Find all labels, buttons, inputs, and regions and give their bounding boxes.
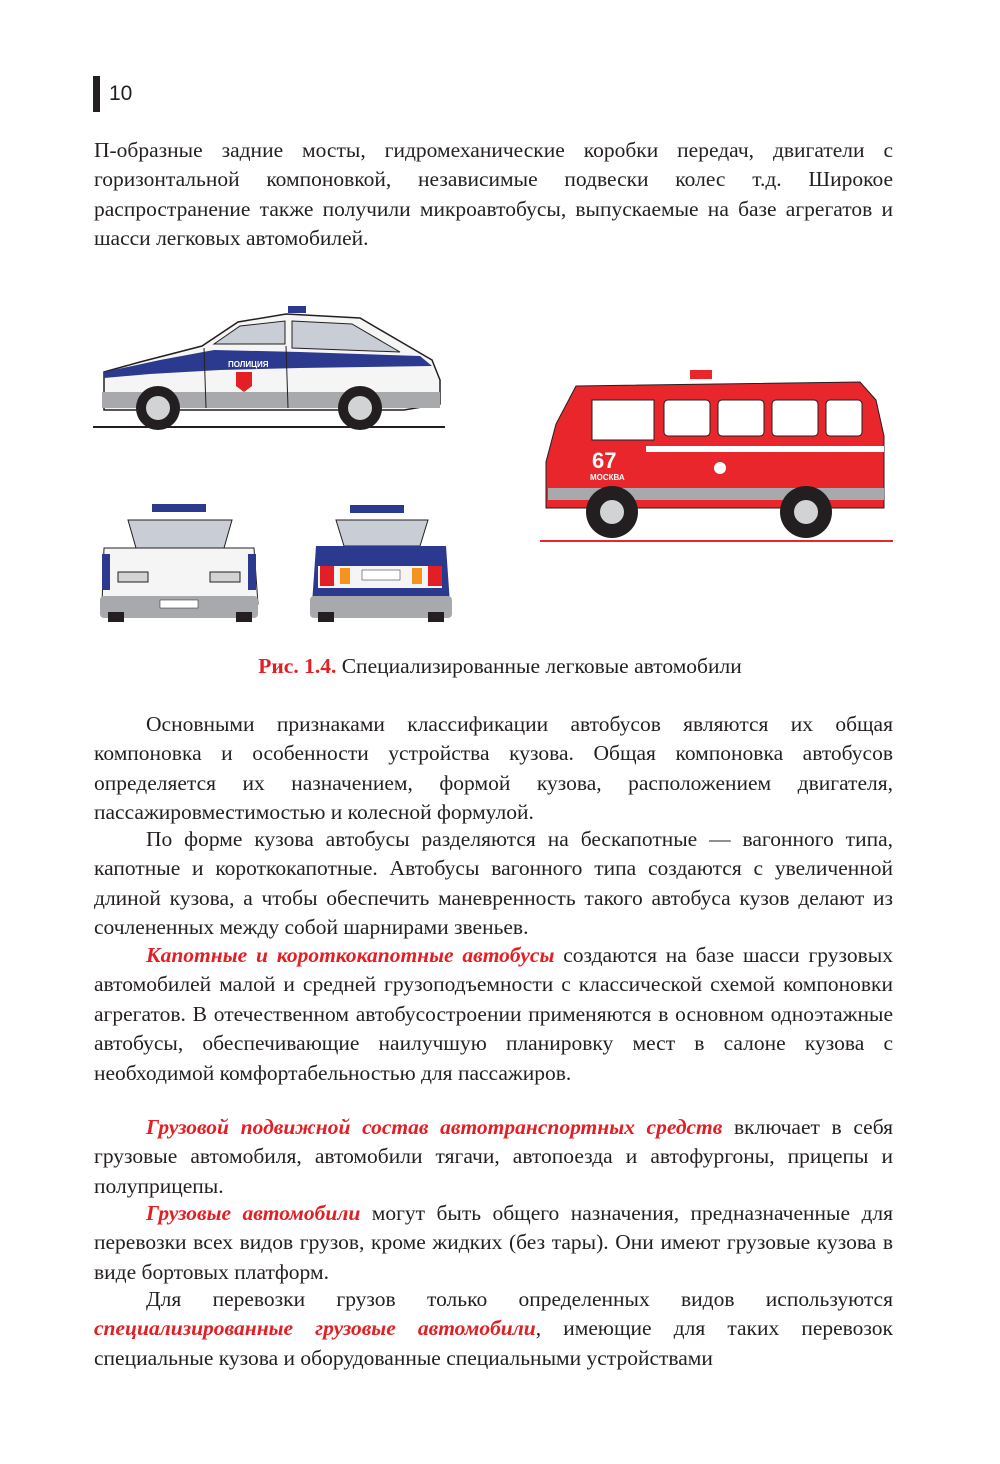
fire-van-number: 67 [592, 448, 617, 473]
figure-caption-text: Специализированные легковые автомобили [336, 654, 742, 678]
paragraph-6-start: Для перевозки грузов только определенных видов используются [146, 1287, 893, 1311]
page-number: 10 [109, 82, 133, 105]
paragraph-5 [94, 1199, 893, 1287]
police-car-side [93, 306, 445, 430]
paragraph-6 [94, 1285, 893, 1373]
paragraph-4-text: включает в себя грузовые автомобиля, автомобили тягачи, автопоезда и автофургоны, прицепы и полуприцепы. [94, 1115, 894, 1198]
figure-caption-label: Рис. 1.4. [258, 654, 337, 678]
police-car-front [100, 504, 258, 622]
term-bonneted-buses: Капотные и короткокапотные автобусы [146, 943, 555, 967]
term-specialized-trucks: специализированные грузовые автомобили [94, 1316, 536, 1341]
term-freight-rolling-stock: Грузовой подвижной состав автотранспортных средств [146, 1115, 723, 1139]
term-trucks: Грузовые автомобили [146, 1201, 361, 1225]
fire-van-side [540, 370, 893, 541]
paragraph-3-text: создаются на базе шасси грузовых автомобилей малой и средней грузоподъемности с классической схемой компоновки агрегатов. В отечественном автобусостроении применяются в основном одноэтажные автобусы, обеспечивающие наилучшую планировку мест в салоне кузова с необходимой комфортабельностью для пассажиров. [94, 943, 893, 1085]
figure-caption [0, 651, 1000, 681]
paragraph-4 [94, 1113, 893, 1201]
figure-illustration [0, 0, 1000, 640]
paragraph-5-text: могут быть общего назначения, предназначенные для перевозки всех видов грузов, кроме жидких (без тары). Они имеют грузовые кузова в виде бортовых платформ. [94, 1201, 894, 1284]
fire-van-city: МОСКВА [590, 473, 625, 482]
paragraph-6-text: , имеющие для таких перевозок специальные кузова и оборудованные специальными устройствами [94, 1316, 893, 1370]
paragraph-3 [94, 941, 893, 1088]
intro-paragraph: П-образные задние мосты, гидромеханические коробки передач, двигатели с горизонтальной компоновкой, независимые подвески колес т.д. Широкое распространение также получили микроавтобусы, выпускаемые на базе агрегатов и шасси легковых автомобилей. [94, 138, 893, 251]
paragraph-2: По форме кузова автобусы разделяются на бескапотные — вагонного типа, капотные и короткокапотные. Автобусы вагонного типа создаются с увеличенной длиной кузова, а чтобы обеспечить маневренность такого автобуса кузов делают из сочлененных между собой шарнирами звеньев. [94, 827, 893, 940]
paragraph-1: Основными признаками классификации автобусов являются их общая компоновка и особенности устройства кузова. Общая компоновка автобусов определяется их назначением, формой кузова, расположением двигателя, пассажировместимостью и колесной формулой. [94, 712, 893, 825]
police-car-rear [310, 505, 452, 622]
police-label: ПОЛИЦИЯ [228, 360, 269, 369]
